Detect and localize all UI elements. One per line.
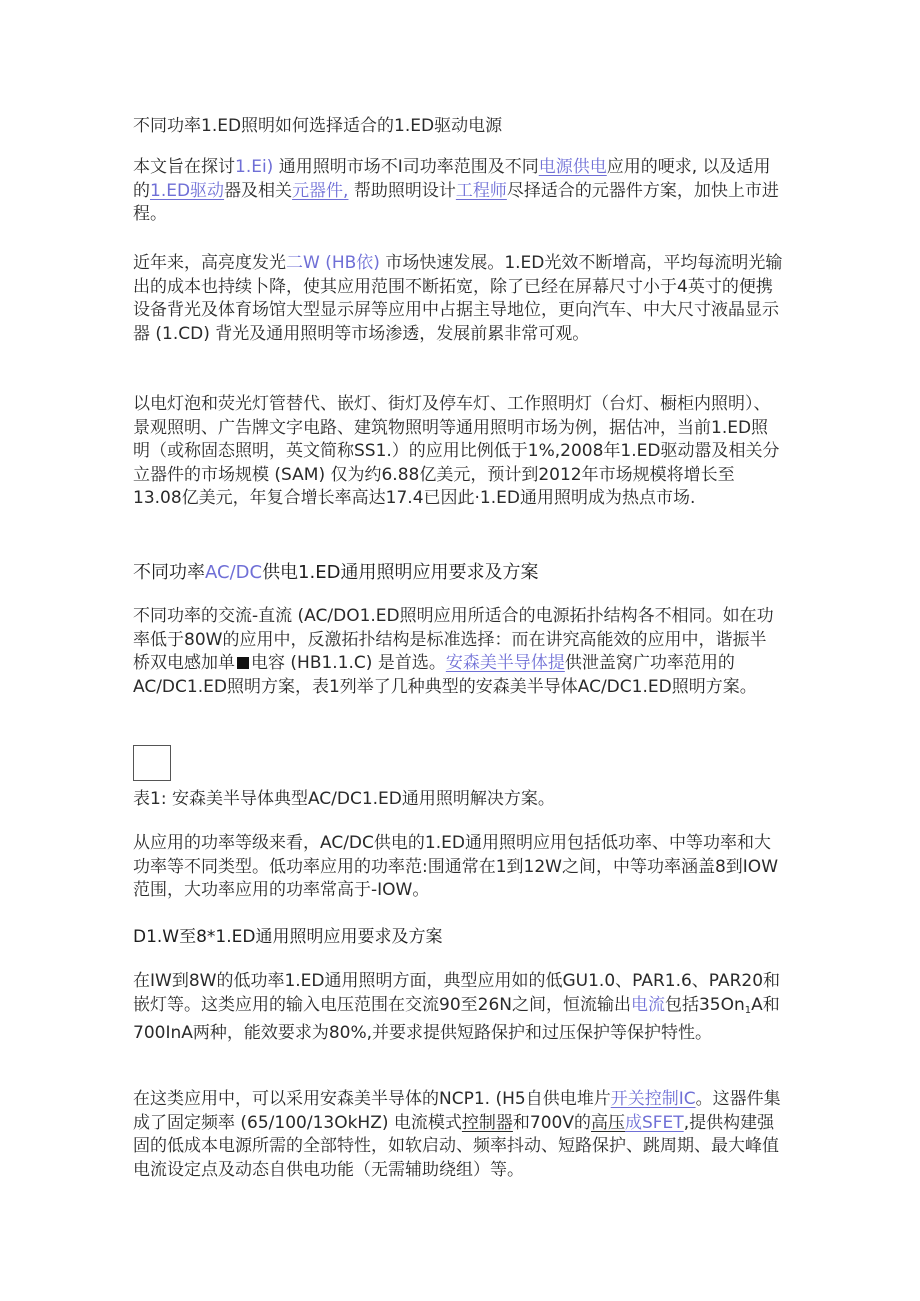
text: 帮助照明设计 [348, 180, 456, 201]
paragraph-topologies [133, 605, 783, 699]
paragraph-market-size: 以电灯泡和荧光灯管替代、嵌灯、街灯及停车灯、工作照明灯（台灯、橱柜内照明）、景观照明、广告牌文字电路、建筑物照明等通用照明市场为例，据估冲，当前1.ED照明（或称固态照明，英文简称SS1.）的应用比例低于1%,2008年1.ED驱动嚣及相关分立器件的市场规模 (SAM) 仅为约6.88亿美元，预计到2012年市场规模将增长至13.08亿美元，年复合增长率高达17.4已因此·1.ED通用照明成为热点市场. [133, 394, 780, 508]
text: A和700InA两种，能效要求为80%,并要求提供短路保护和过压保护等保护特性。 [133, 994, 780, 1043]
text: 在IW到8W的低功率1.ED通用照明方面，典型应用如的低GU1.0、PAR1.6、PAR20和嵌灯等。这类应用的输入电压范围在交流90至26N之间，恒流输出 [133, 971, 781, 1015]
text: 通用照明市场不I司功率范围及不同 [273, 157, 539, 177]
link-hb-led[interactable]: 二W (HB依) [286, 253, 380, 273]
text: 包括35On [664, 994, 745, 1015]
text: 电容 (HB1.1.C) 是首选。 [251, 653, 446, 673]
text: 。这器件集成了固定频率 (65/100/13OkHZ) 电流模式 [133, 1089, 781, 1133]
link-onsemi[interactable]: 安森美半导体提 [445, 653, 565, 673]
link-controller[interactable]: 控制器 [461, 1112, 513, 1133]
text: 市场快速发展。1.ED光效不断增高，平均每流明光输出的成本也持续卜降，使其应用范围不断拓宽，除了已经在屏幕尺寸小于4英寸的便携设备背光及体育场馆大型显示屏等应用中占据主导地位，更向汽车、中大尺寸液晶显示器 (1.CD) 背光及通用照明等市场渗透，发展前累非常可观。 [133, 253, 783, 344]
link-power-supply[interactable]: 电源供电 [538, 157, 607, 177]
text: 近年来，高亮度发光 [133, 253, 286, 273]
text: 尽择适合的元器件方案，加快上市进程。 [133, 180, 779, 224]
text: 不同功率 [133, 562, 205, 583]
section-heading-acdc [133, 561, 783, 585]
link-acdc[interactable]: AC/DC [205, 562, 263, 583]
paragraph-market-growth [133, 252, 783, 346]
document-title: 不同功率1.ED照明如何选择适合的1.ED驱动电源 [133, 116, 503, 136]
paragraph-intro [133, 156, 783, 227]
section-heading-low-power: D1.W至8*1.ED通用照明应用要求及方案 [133, 927, 443, 947]
link-led[interactable]: 1.Ei) [235, 157, 274, 177]
paragraph-low-power [133, 970, 783, 1046]
link-high-voltage[interactable]: 高压 [590, 1112, 625, 1133]
link-sfet[interactable]: 成SFET [624, 1112, 684, 1133]
subscript: 1 [744, 1004, 752, 1016]
paragraph-ncp-device [133, 1088, 783, 1182]
text: 应用的哽求, 以及适用的 [133, 157, 771, 201]
text: 器及相关 [224, 180, 293, 201]
black-square-glyph [237, 657, 249, 669]
text: ,提供构建强固的低成本电源所需的全部特性，如软启动、频率抖动、短路保护、跳周期、最大峰值电流设定点及动态自供电功能（无需辅助绕组）等。 [133, 1112, 779, 1180]
text: 不同功率的交流-直流 (AC/DO1.ED照明应用所适合的电源拓扑结构各不相同。如在功率低于80W的应用中，反激拓扑结构是标准选择：而在讲究高能效的应用中，谐振半桥双电感加单 [133, 606, 774, 673]
text: 供电1.ED通用照明应用要求及方案 [262, 562, 539, 583]
table-caption: 表1: 安森美半导体典型AC/DC1.ED通用照明解决方案。 [133, 789, 555, 809]
paragraph-power-levels: 从应用的功率等级来看，AC/DC供电的1.ED通用照明应用包括低功率、中等功率和大功率等不同类型。低功率应用的功率范:围通常在1到12W之间，中等功率涵盖8到IOW范围，大功率应用的功率常高于-IOW。 [133, 833, 779, 900]
text: 在这类应用中，可以采用安森美半导体的NCP1. (H5自供电堆片 [133, 1089, 611, 1109]
link-engineer[interactable]: 工程师 [455, 180, 507, 201]
link-switch-controller-ic[interactable]: 开关控制IC [610, 1089, 696, 1109]
text: 供泄盖窝广功率范用的AC/DC1.ED照明方案，表1列举了几种典型的安森美半导体AC/DC1.ED照明方案。 [133, 653, 757, 697]
link-current[interactable]: 电流 [630, 994, 665, 1015]
text: 和700V的 [512, 1112, 591, 1133]
link-components[interactable]: 元器件, [292, 180, 349, 201]
broken-image-placeholder [133, 745, 171, 781]
link-led-driver[interactable]: 1.ED驱动 [150, 180, 225, 201]
text: 本文旨在探讨 [133, 157, 235, 177]
